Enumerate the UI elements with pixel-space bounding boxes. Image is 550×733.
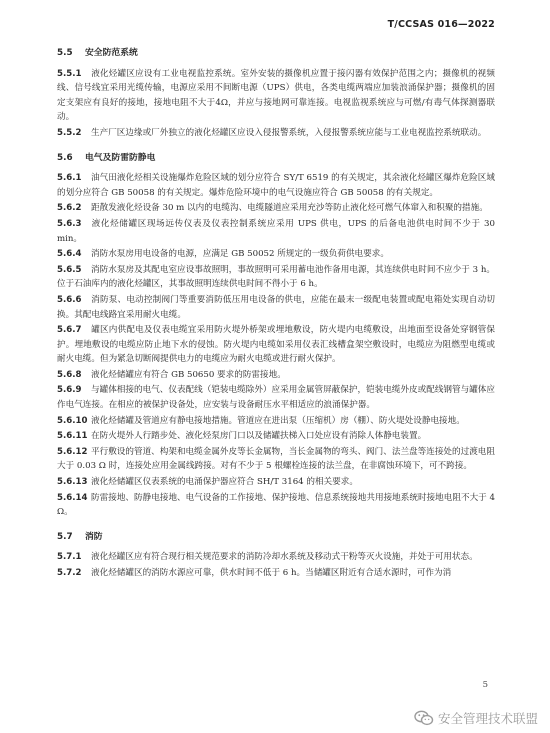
clause-5-6-6 [57, 293, 495, 322]
clause-5-5-1 [57, 67, 495, 125]
clause-number: 5.6.4 [57, 249, 82, 260]
clause-5-6-14 [57, 491, 495, 520]
clause-text: 距散发液化烃设备 30 m 以内的电缆沟、电缆隧道应采用充沙等防止液化烃可燃气体窜入和积聚的措施。 [91, 203, 488, 214]
clause-5-7-2 [57, 566, 495, 581]
standard-code: T/CCSAS 016—2022 [387, 19, 495, 30]
clause-5-6-2 [57, 201, 495, 216]
clause-5-6-9 [57, 383, 495, 412]
clause-5-6-3 [57, 217, 495, 246]
clause-number: 5.6.7 [57, 325, 82, 336]
clause-number: 5.6.13 [57, 477, 88, 488]
watermark [414, 709, 538, 727]
clause-text: 液化烃储罐应有符合 GB 50650 要求的防雷接地。 [91, 369, 286, 380]
clause-text: 液化烃罐区应设有工业电视监控系统。室外安装的摄像机应置于接闪器有效保护范围之内；摄像机的视频线、信号线宜采用光缆传输，电源应采用不间断电源（UPS）供电，各类电缆两端应加装浪涌保护器；摄像机的固定支架应有良好的接地，接地电阻不大于4Ω，并应与接地网可靠连接。电视监视系统应与可燃/有毒气体探测器联动。 [57, 68, 495, 123]
section-number: 5.7 [57, 531, 73, 542]
page-number: 5 [482, 680, 488, 690]
clause-text: 消防水泵房用电设备的电源，应满足 GB 50052 所规定的一级负荷供电要求。 [91, 249, 389, 260]
clause-5-6-5 [57, 263, 495, 292]
section-title: 安全防范系统 [85, 48, 138, 58]
clause-text: 液化烃罐区应有符合现行相关规范要求的消防冷却水系统及移动式干粉等灭火设施，并处于可用状态。 [91, 552, 478, 563]
section-heading-5-6 [57, 151, 495, 166]
clause-number: 5.6.9 [57, 385, 82, 396]
clause-5-6-8 [57, 368, 495, 383]
clause-number: 5.5.1 [57, 68, 82, 79]
clause-number: 5.6.12 [57, 446, 88, 457]
clause-number: 5.6.10 [57, 415, 88, 426]
clause-text: 油气田液化烃相关设施爆炸危险区域的划分应符合 SY/T 6519 的有关规定，其余液化烃罐区爆炸危险区域的划分应符合 GB 50058 的有关规定。爆炸危险环境中的电气设施应符合 GB 50058 的有关规定。 [57, 173, 495, 198]
clause-text: 液化烃储罐区仪表系统的电涌保护器应符合 SH/T 3164 的相关要求。 [91, 477, 358, 488]
clause-number: 5.6.8 [57, 369, 82, 380]
clause-number: 5.7.1 [57, 552, 82, 563]
section-number: 5.5 [57, 48, 73, 58]
clause-5-6-12 [57, 445, 495, 474]
clause-5-5-2 [57, 126, 495, 141]
clause-text: 罐区内供配电及仪表电缆宜采用防火堤外桥架或埋地敷设，防火堤内电缆敷设，出地面至设备处穿钢管保护。埋地敷设的电缆应防止地下水的侵蚀。防火堤内电缆如采用仪表汇线槽盒架空敷设时，电缆应为阻燃型电缆或耐火电缆。但为紧急切断阀提供电力的电缆应为耐火电缆或进行耐火保护。 [57, 325, 495, 365]
clause-text: 液化烃储罐及管道应有静电接地措施。管道应在进出泵（压缩机）房（棚）、防火堤处设静电接地。 [91, 415, 465, 426]
clause-text: 在防火堤外人行踏步处、液化烃泵房门口以及储罐扶梯入口处应设有消除人体静电装置。 [91, 431, 427, 442]
section-number: 5.6 [57, 152, 73, 163]
clause-number: 5.6.5 [57, 264, 82, 275]
clause-text: 生产厂区边缘或厂外独立的液化烃罐区应设入侵报警系统，入侵报警系统应能与工业电视监控系统联动。 [91, 127, 487, 138]
clause-5-7-1 [57, 550, 495, 565]
clause-text: 与罐体相接的电气、仪表配线（铠装电缆除外）应采用金属管屏蔽保护，铠装电缆外皮或配线钢管与罐体应作电气连接。在相应的被保护设备处，应安装与设备耐压水平相适应的浪涌保护器。 [57, 385, 495, 411]
clause-number: 5.6.11 [57, 431, 88, 442]
clause-number: 5.7.2 [57, 568, 82, 578]
clause-text: 消防泵、电动控制阀门等重要消防低压用电设备的供电，应能在最末一级配电装置或配电箱处实现自动切换。其配电线路宜采用耐火电缆。 [57, 294, 495, 320]
clause-5-6-7 [57, 323, 495, 367]
clause-number: 5.6.14 [57, 492, 88, 503]
section-heading-5-5 [57, 46, 495, 61]
watermark-text: 安全管理技术联盟 [437, 711, 538, 726]
clause-number: 5.6.6 [57, 294, 82, 305]
clause-text: 液化烃储罐区的消防水源应可靠，供水时间不低于 6 h。当储罐区附近有合适水源时，可作为消 [91, 568, 452, 578]
clause-5-6-4 [57, 247, 495, 262]
clause-text: 消防水泵房及其配电室应设事故照明，事故照明可采用蓄电池作备用电源，其连续供电时间不应少于 3 h。位于石油库内的液化烃罐区，其事故照明连续供电时间不得小于 6 h。 [57, 264, 495, 290]
section-title: 电气及防雷防静电 [85, 152, 156, 163]
wechat-icon [414, 710, 434, 726]
clause-text: 平行敷设的管道、构架和电缆金属外皮等长金属物，当长金属物的弯头、阀门、法兰盘等连接处的过渡电阻大于 0.03 Ω 时，连接处应用金属线跨接。对有不少于 5 根螺栓连接的法兰盘，在非腐蚀环境下，可不跨接。 [57, 446, 495, 472]
clause-5-6-10 [57, 414, 495, 429]
clause-number: 5.6.3 [57, 218, 82, 229]
clause-text: 液化烃储罐区现场远传仪表及仪表控制系统应采用 UPS 供电，UPS 的后备电池供电时间不少于 30 min。 [57, 218, 495, 244]
clause-number: 5.6.1 [57, 173, 82, 184]
clause-number: 5.5.2 [57, 127, 82, 138]
section-heading-5-7 [57, 530, 495, 545]
page-content [57, 36, 495, 582]
clause-5-6-1 [57, 171, 495, 200]
clause-5-6-13 [57, 475, 495, 490]
clause-number: 5.6.2 [57, 203, 82, 214]
section-title: 消防 [85, 531, 103, 542]
clause-text: 防雷接地、防静电接地、电气设备的工作接地、保护接地、信息系统接地共用接地系统时接地电阻不大于 4 Ω。 [57, 492, 495, 518]
clause-5-6-11 [57, 429, 495, 444]
